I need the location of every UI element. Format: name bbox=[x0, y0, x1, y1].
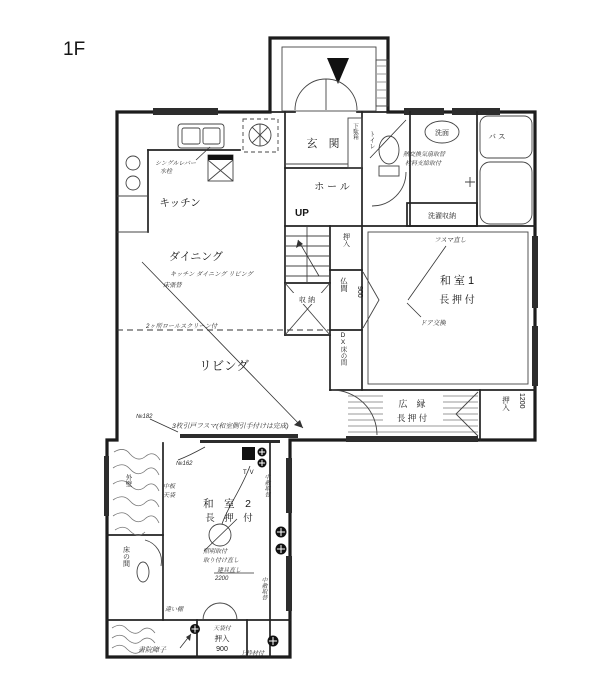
note-faucet-1: シングルレバー bbox=[155, 161, 196, 167]
note-light-1: 照明取付 bbox=[203, 549, 228, 555]
veranda-label: 広 縁 bbox=[398, 399, 426, 409]
kitchen bbox=[117, 119, 278, 232]
tv-label: TV bbox=[243, 470, 257, 476]
oshiire-east-dim: 1200 bbox=[518, 393, 525, 409]
fan-icon bbox=[249, 124, 271, 146]
veranda-window bbox=[346, 436, 478, 442]
oshiire-south-dim: 900 bbox=[216, 646, 228, 653]
laundry-storage-label: 洗濯収納 bbox=[428, 213, 456, 220]
closet-door-arc-left bbox=[203, 603, 220, 620]
closet-door-arc-right bbox=[220, 603, 237, 620]
note-uwaku: 上枠材付 bbox=[240, 651, 265, 657]
living-label: リビング bbox=[199, 359, 249, 373]
oshiire-hall-label: 押入 bbox=[342, 233, 350, 247]
oshiire-south bbox=[203, 603, 237, 653]
bath-window bbox=[452, 108, 500, 115]
washstand-label: 洗面 bbox=[435, 130, 449, 137]
arrowhead bbox=[294, 420, 303, 428]
veranda-door-arc bbox=[332, 390, 377, 435]
hall-door-arc bbox=[372, 172, 406, 206]
note-light-4: 2200 bbox=[215, 576, 229, 582]
genkan-label: 玄 関 bbox=[306, 138, 340, 150]
fusuma-track-1 bbox=[180, 434, 298, 438]
stairs bbox=[285, 226, 330, 283]
tokonoma bbox=[123, 540, 162, 582]
oshiire-east-label: 押入 bbox=[501, 396, 511, 411]
entrance-arrow-icon bbox=[327, 58, 349, 84]
butsuma-dim: 900 bbox=[356, 286, 363, 298]
east-window-1 bbox=[532, 236, 538, 308]
hall bbox=[295, 172, 406, 219]
up-label: UP bbox=[295, 208, 309, 219]
tokonoma-label: 床の間 bbox=[122, 546, 130, 567]
toilet-room bbox=[368, 120, 406, 176]
note-nakaita-1: 中板 bbox=[163, 484, 176, 490]
toilet-label: トイレ bbox=[368, 131, 374, 149]
note-nakajiki-b: 中敷取替 bbox=[260, 577, 266, 601]
note-light-3: 建具直し bbox=[217, 568, 242, 574]
note-light-2: 取り付け直し bbox=[203, 558, 240, 564]
shoe-cabinet-label: 下駄箱 bbox=[352, 123, 358, 140]
bath-floor bbox=[480, 162, 532, 224]
closet-column bbox=[339, 232, 379, 367]
genkan bbox=[307, 118, 363, 168]
tatami-border bbox=[368, 232, 528, 384]
note-fusuma3: 3枚引戸フスマ(和室側引手付けは完成) bbox=[172, 423, 289, 430]
oshiire-east bbox=[501, 393, 525, 412]
veranda-sub-label: 長 押 付 bbox=[396, 413, 428, 423]
tokonoma-arc bbox=[145, 540, 162, 566]
note-fan-1: 熱交換気扇取替 bbox=[403, 152, 446, 158]
outer-walls bbox=[107, 38, 535, 657]
entrance-porch bbox=[295, 58, 388, 110]
washitsu2 bbox=[113, 447, 267, 613]
burner-icon bbox=[126, 156, 140, 170]
note-floor-2: 床張替 bbox=[163, 282, 182, 289]
note-tenbukuro: 天袋付 bbox=[213, 626, 231, 632]
washitsu1-sub-label: 長 押 付 bbox=[439, 295, 475, 306]
dx-tokonoma-label: DX床の間 bbox=[339, 332, 347, 366]
bath-label: バ ス bbox=[488, 132, 506, 141]
floor-label: 1F bbox=[63, 39, 86, 60]
fusuma-track-2 bbox=[200, 440, 280, 443]
wing-west-window bbox=[104, 456, 109, 516]
washitsu2-sub-label: 長 押 付 bbox=[205, 513, 253, 524]
kitchen-window bbox=[153, 108, 218, 115]
dining-label: ダイニング bbox=[168, 251, 224, 263]
dining-living bbox=[117, 250, 330, 432]
east-window-2 bbox=[532, 326, 538, 386]
fusuma-chevron bbox=[363, 272, 379, 328]
storage-label: 収 納 bbox=[299, 297, 315, 304]
tv-terminal bbox=[242, 447, 267, 476]
wing-east-window-1 bbox=[286, 458, 292, 513]
washroom bbox=[403, 121, 475, 220]
entry-door-arc-right bbox=[326, 79, 357, 110]
outlet-icon bbox=[276, 527, 287, 538]
floor-hatch bbox=[208, 155, 233, 181]
outlet-icon bbox=[268, 636, 279, 647]
bathroom bbox=[480, 116, 532, 224]
understairs-storage bbox=[285, 283, 330, 335]
butsuma-label: 仏間 bbox=[339, 277, 349, 292]
entry-door-arc-left bbox=[295, 79, 326, 110]
oshiire-south-label: 押入 bbox=[214, 634, 230, 643]
washitsu1 bbox=[368, 232, 528, 384]
note-no162: №162 bbox=[176, 461, 193, 467]
hall-label: ホ ー ル bbox=[314, 182, 350, 193]
wing-east-window-2 bbox=[286, 556, 292, 611]
hatch-area-top bbox=[113, 449, 160, 535]
cross-mark bbox=[465, 177, 475, 187]
leader-line bbox=[142, 262, 303, 428]
note-rollscreen: 2ヶ所ロールスクリーン付 bbox=[146, 323, 218, 330]
burner-icon bbox=[126, 176, 140, 190]
note-no182: №182 bbox=[136, 414, 153, 420]
note-nakaita-2: 天袋 bbox=[163, 493, 176, 499]
veranda bbox=[332, 390, 478, 436]
note-fan-2: 材料支給取付 bbox=[405, 161, 442, 167]
note-faucet-2: 水栓 bbox=[160, 169, 173, 175]
interior-walls bbox=[107, 112, 535, 657]
porch-side-box bbox=[376, 60, 388, 106]
outlet-icon bbox=[276, 544, 287, 555]
toilet-tank bbox=[379, 166, 399, 176]
gaiheki-label: 外壁 bbox=[124, 474, 132, 487]
note-floor-1: キッチン ダイニング リビング bbox=[170, 271, 253, 278]
note-nakajiki-a: 中敷取替 bbox=[263, 474, 269, 498]
washitsu2-label: 和 室 2 bbox=[203, 498, 251, 510]
toilet-bowl-icon bbox=[379, 136, 399, 164]
tokonoma-ornament bbox=[137, 562, 149, 582]
note-fusuma-fix: フスマ直し bbox=[434, 237, 467, 244]
note-shoin: 書院障子 bbox=[138, 647, 166, 654]
outlet-icon bbox=[190, 624, 200, 634]
note-door-swap: ドア交換 bbox=[420, 320, 446, 327]
shoin-corner bbox=[112, 624, 200, 654]
toilet-door-line bbox=[370, 120, 406, 158]
note-chigaidana: 違い棚 bbox=[165, 607, 184, 613]
kitchen-label: キッチン bbox=[159, 197, 201, 209]
washitsu1-label: 和 室 1 bbox=[439, 275, 475, 287]
stairs-up-arrow bbox=[298, 240, 319, 276]
